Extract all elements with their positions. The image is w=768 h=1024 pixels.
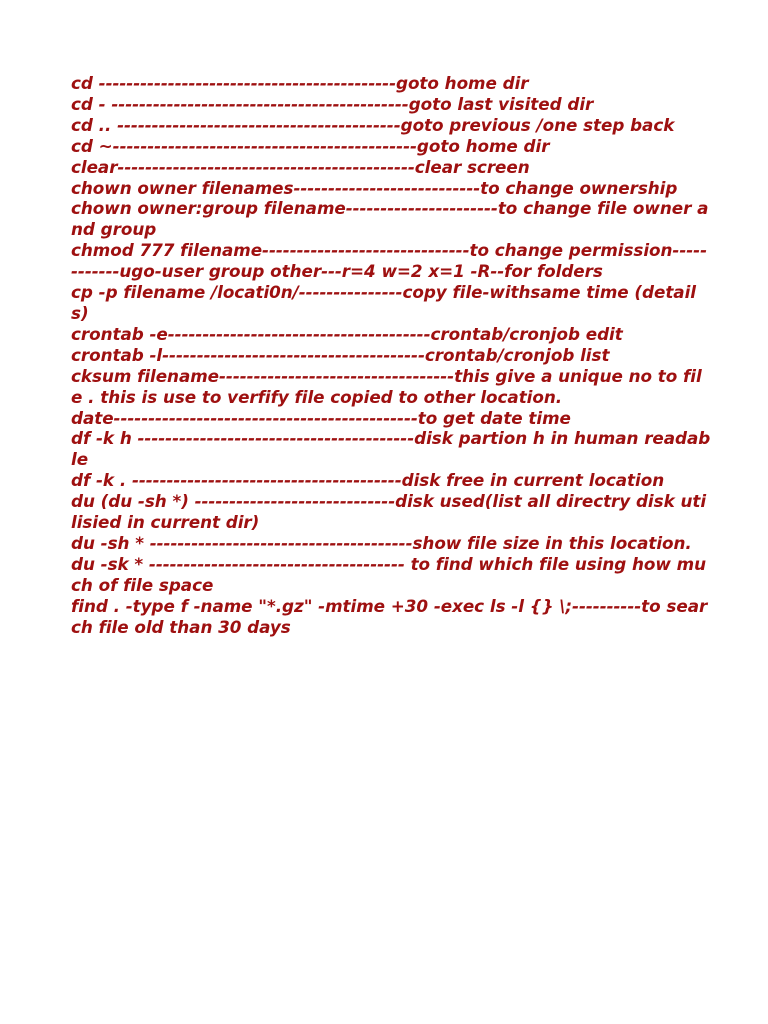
command-line: cd .. -----------------------------------------goto previous /one step back: [71, 114, 675, 135]
command-line: chown owner:group filename----------------------to change file owner and group: [71, 198, 709, 240]
command-list: [71, 73, 711, 637]
command-line: cksum filename----------------------------------this give a unique no to file . this is use to verfify file copied to other location.: [71, 365, 702, 407]
command-line: cd -------------------------------------------goto home dir: [71, 73, 529, 93]
command-line: df -k h ----------------------------------------disk partion h in human readable: [71, 428, 711, 470]
command-line: cd ~--------------------------------------------goto home dir: [71, 135, 550, 156]
command-line: cd - -------------------------------------------goto last visited dir: [71, 93, 594, 114]
command-line: crontab -l--------------------------------------crontab/cronjob list: [71, 344, 610, 365]
command-line: du (du -sh *) -----------------------------disk used(list all directry disk utilisied in current dir): [71, 491, 707, 533]
command-line: clear-------------------------------------------clear screen: [71, 156, 530, 177]
command-line: chown owner filenames---------------------------to change ownership: [71, 177, 678, 198]
command-line: date--------------------------------------------to get date time: [71, 407, 571, 428]
command-line: du -sh * --------------------------------------show file size in this location.: [71, 532, 692, 553]
command-line: chmod 777 filename------------------------------to change permission------------ugo-user group other---r=4 w=2 x=1 -R--for folders: [71, 240, 707, 282]
command-line: find . -type f -name "*.gz" -mtime +30 -exec ls -l {} \;----------to search file old than 30 days: [71, 595, 708, 637]
command-line: crontab -e--------------------------------------crontab/cronjob edit: [71, 323, 623, 344]
command-line: du -sk * ------------------------------------- to find which file using how much of file space: [71, 553, 706, 595]
command-line: cp -p filename /locati0n/---------------copy file-withsame time (details): [71, 282, 696, 323]
command-line: df -k . ---------------------------------------disk free in current location: [71, 470, 665, 491]
